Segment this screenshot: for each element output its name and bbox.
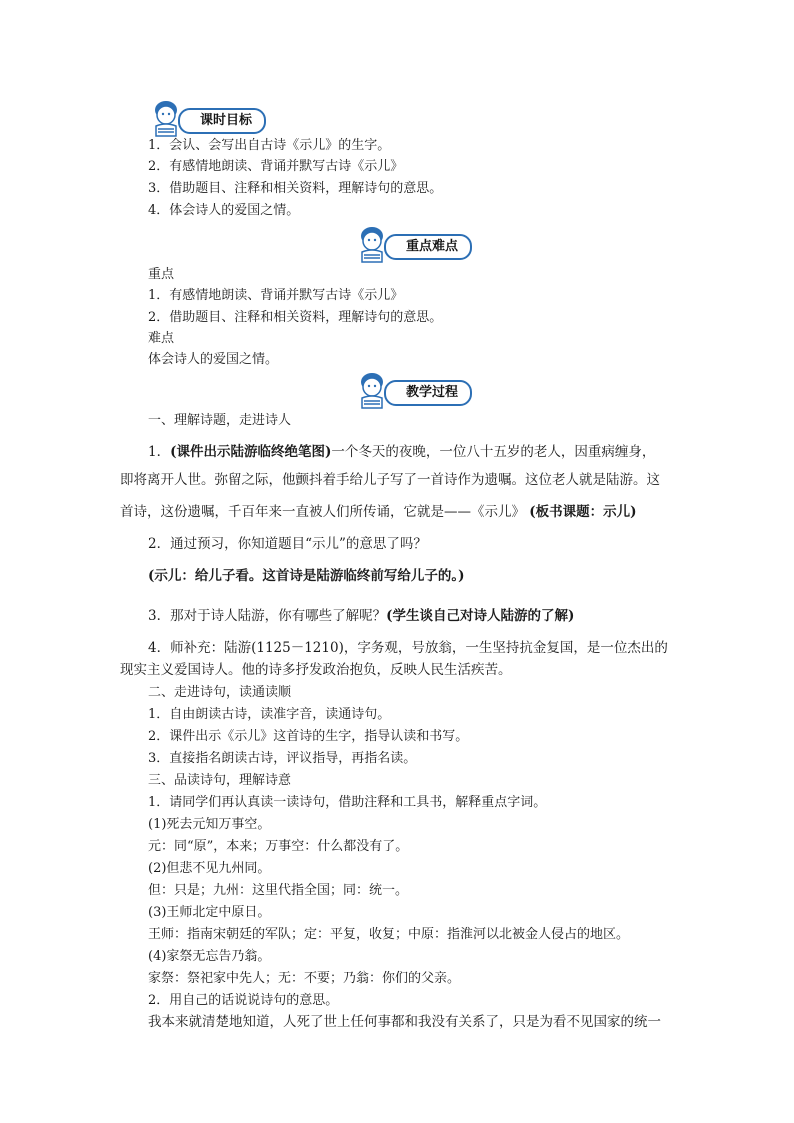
part3-line: (4)家祭无忘告乃翁。 [148,949,271,964]
part3-line: (1)死去元知万事空。 [148,817,271,832]
section-title: 教学过程 [384,380,472,406]
paragraph-1-line3: 首诗，这份遗嘱，千百年来一直被人们所传诵，它就是——《示儿》 (板书课题：示儿) [120,504,637,520]
goal-item: 3．借助题目、注释和相关资料，理解诗句的意思。 [148,181,443,196]
part2-item: 1．自由朗读古诗，读准字音，读通诗句。 [148,707,391,722]
key-label: 重点 [148,267,175,282]
paragraph-4-line1: 4．师补充：陆游(1125－1210)，字务观，号放翁，一生坚持抗金复国，是一位杰出的 [148,640,668,656]
key-item: 1．有感情地朗读、背诵并默写古诗《示儿》 [148,288,404,303]
goal-item: 2．有感情地朗读、背诵并默写古诗《示儿》 [148,159,404,174]
part3-line: 家祭：祭祀家中先人；无：不要；乃翁：你们的父亲。 [148,971,461,986]
paragraph-2: 2．通过预习，你知道题目“示儿”的意思了吗？ [148,536,427,552]
paragraph-1-line2: 即将离开人世。弥留之际，他颤抖着手给儿子写了一首诗作为遗嘱。这位老人就是陆游。这 [120,472,660,488]
part3-line: 2．用自己的话说说诗句的意思。 [148,993,339,1008]
goal-item: 1．会认、会写出自古诗《示儿》的生字。 [148,138,391,153]
paragraph-4-line2: 现实主义爱国诗人。他的诗多抒发政治抱负，反映人民生活疾苦。 [120,662,512,678]
part3-line: (3)王师北定中原日。 [148,905,271,920]
part3-line: 1．请同学们再认真读一读诗句，借助注释和工具书，解释重点字词。 [148,795,547,810]
paragraph-1-line1: 1．(课件出示陆游临终绝笔图)一个冬天的夜晚，一位八十五岁的老人，因重病缠身， [148,444,656,460]
section-badge-key [354,226,474,260]
part3-line: 王师：指南宋朝廷的军队；定：平复，收复；中原：指淮河以北被金人侵占的地区。 [148,927,630,942]
part3-line: (2)但悲不见九州同。 [148,861,271,876]
part2-heading: 二、走进诗句，读通读顺 [148,685,292,700]
section-badge-process [354,372,474,406]
last-line: 我本来就清楚地知道，人死了世上任何事都和我没有关系了，只是为看不见国家的统一 [148,1014,661,1030]
part2-item: 3．直接指名朗读古诗，评议指导，再指名读。 [148,751,417,766]
difficulty-label: 难点 [148,331,175,346]
goal-item: 4．体会诗人的爱国之情。 [148,203,300,218]
difficulty-text: 体会诗人的爱国之情。 [148,352,279,367]
part3-heading: 三、品读诗句，理解诗意 [148,773,292,788]
part1-heading: 一、理解诗题，走进诗人 [148,413,292,428]
key-item: 2．借助题目、注释和相关资料，理解诗句的意思。 [148,310,443,325]
part3-line: 但：只是；九州：这里代指全国；同：统一。 [148,883,409,898]
section-title: 重点难点 [384,234,472,260]
paragraph-2-answer: (示儿：给儿子看。这首诗是陆游临终前写给儿子的。) [148,568,465,584]
part2-item: 2．课件出示《示儿》这首诗的生字，指导认读和书写。 [148,729,469,744]
section-badge-goals [148,100,268,134]
part3-line: 元：同“原”，本来；万事空：什么都没有了。 [148,839,409,854]
section-title: 课时目标 [178,108,266,134]
paragraph-3: 3．那对于诗人陆游，你有哪些了解呢？(学生谈自己对诗人陆游的了解) [148,608,575,624]
